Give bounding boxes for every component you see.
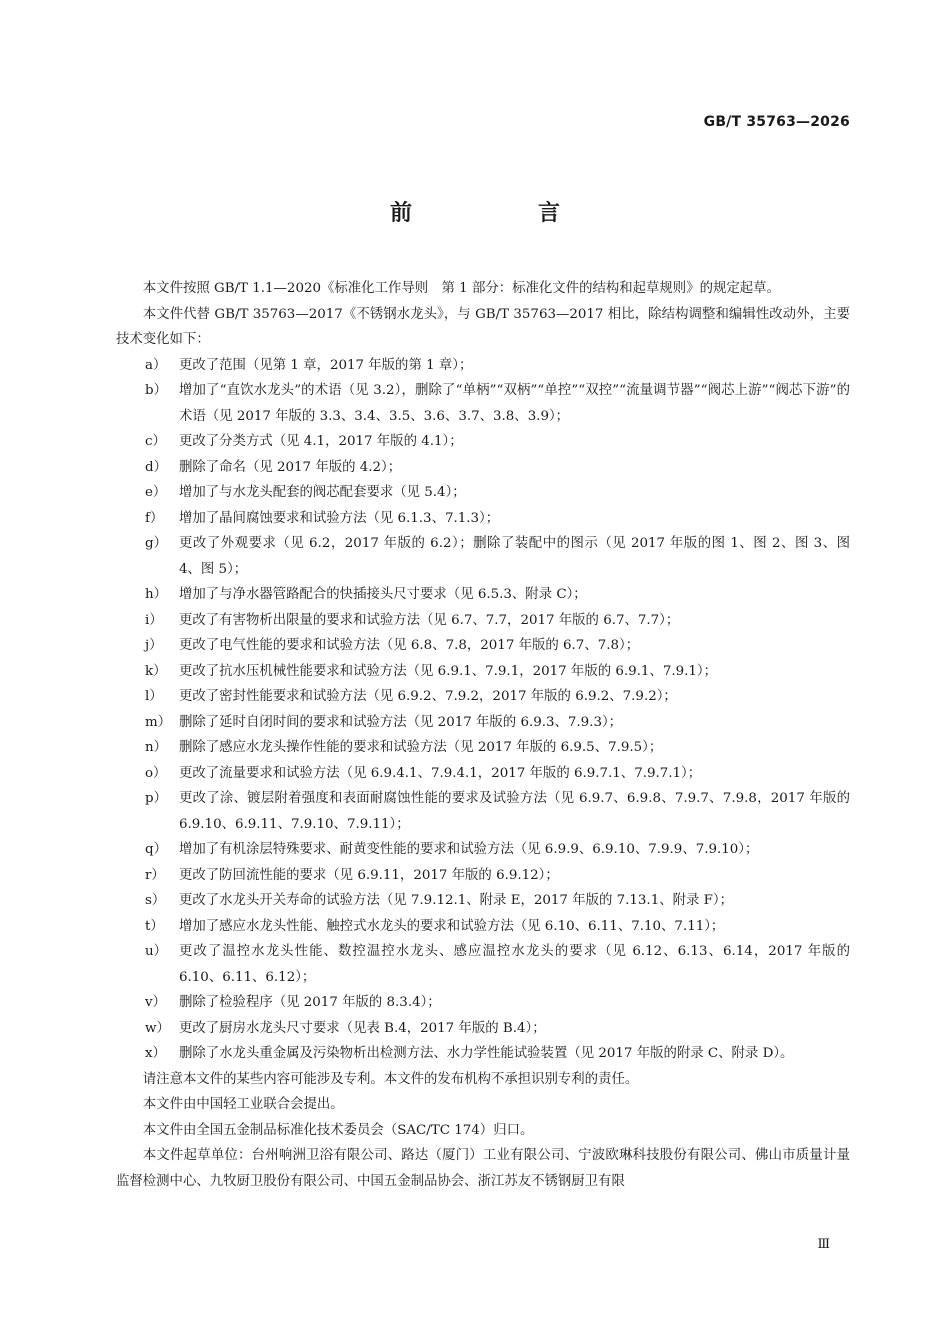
list-item-label: b） bbox=[145, 383, 167, 398]
list-item-label: l） bbox=[145, 689, 163, 704]
list-item-label: k） bbox=[145, 663, 167, 679]
drafting-units: 本文件起草单位：台州响洲卫浴有限公司、路达（厦门）工业有限公司、宁波欧琳科技股份有限公司、佛山市质量计量监督检测中心、九牧厨卫股份有限公司、中国五金制品协会、浙江苏友不锈钢厨卫有限 bbox=[116, 1148, 850, 1189]
list-item bbox=[116, 455, 850, 481]
list-item bbox=[116, 914, 850, 940]
list-item bbox=[116, 378, 850, 429]
standard-code: GB/T 35763—2026 bbox=[703, 114, 850, 130]
list-item-text: 增加了与水龙头配套的阀芯配套要求（见 5.4）； bbox=[179, 485, 466, 500]
list-item-label: c） bbox=[145, 434, 166, 449]
list-item-text: 更改了分类方式（见 4.1，2017 年版的 4.1）； bbox=[179, 434, 463, 449]
list-item-text: 更改了流量要求和试验方法（见 6.9.4.1、7.9.4.1，2017 年版的 6.9.7.1、7.9.7.1）； bbox=[179, 765, 702, 781]
patent-notice: 请注意本文件的某些内容可能涉及专利。本文件的发布机构不承担识别专利的责任。 bbox=[142, 1071, 639, 1087]
list-item-text: 更改了范围（见第 1 章，2017 年版的第 1 章）； bbox=[179, 357, 473, 373]
list-item-label: u） bbox=[145, 944, 168, 959]
list-item-text: 更改了电气性能的要求和试验方法（见 6.8、7.8，2017 年版的 6.7、7.8）； bbox=[179, 638, 640, 653]
list-item-text: 增加了与净水器管路配合的快插接头尺寸要求（见 6.5.3、附录 C）； bbox=[179, 587, 587, 602]
list-item-text: 删除了检验程序（见 2017 年版的 8.3.4）； bbox=[179, 995, 441, 1010]
list-item bbox=[116, 353, 850, 379]
list-item-text: 增加了有机涂层特殊要求、耐黄变性能的要求和试验方法（见 6.9.9、6.9.10、7.9.9、7.9.10）； bbox=[179, 842, 759, 857]
list-item-text: 更改了外观要求（见 6.2，2017 年版的 6.2）；删除了装配中的图示（见 2017 年版的图 1、图 2、图 3、图 4、图 5）； bbox=[179, 536, 850, 577]
list-item-text: 增加了感应水龙头性能、触控式水龙头的要求和试验方法（见 6.10、6.11、7.10、7.11）； bbox=[179, 918, 725, 934]
list-item-text: 删除了延时自闭时间的要求和试验方法（见 2017 年版的 6.9.3、7.9.3）； bbox=[179, 714, 623, 730]
list-item-label: h） bbox=[145, 587, 168, 602]
list-item-label: j） bbox=[145, 638, 163, 653]
page-number: Ⅲ bbox=[817, 1237, 830, 1252]
list-item bbox=[116, 710, 850, 736]
list-item-label: w） bbox=[145, 1020, 170, 1036]
list-item-text: 更改了温控水龙头性能、数控温控水龙头、感应温控水龙头的要求（见 6.12、6.13、6.14，2017 年版的 6.10、6.11、6.12）； bbox=[179, 944, 850, 985]
list-item-label: n） bbox=[145, 740, 168, 755]
list-item bbox=[116, 582, 850, 608]
list-item bbox=[116, 429, 850, 455]
list-item bbox=[116, 633, 850, 659]
list-item-label: g） bbox=[145, 536, 167, 551]
list-item bbox=[116, 659, 850, 685]
list-item-text: 删除了水龙头重金属及污染物析出检测方法、水力学性能试验装置（见 2017 年版的附录 C、附录 D）。 bbox=[179, 1046, 794, 1061]
list-item-text: 更改了有害物析出限量的要求和试验方法（见 6.7、7.7，2017 年版的 6.7、7.7）； bbox=[179, 612, 680, 628]
list-item-label: e） bbox=[145, 485, 167, 500]
intro-paragraph-drafting-rules: 本文件按照 GB/T 1.1—2020《标准化工作导则 第 1 部分：标准化文件的结构和起草规则》的规定起草。 bbox=[142, 281, 780, 296]
list-item-label: s） bbox=[145, 893, 166, 908]
list-item bbox=[116, 506, 850, 532]
list-item-label: d） bbox=[145, 459, 167, 475]
list-item bbox=[116, 531, 850, 582]
intro-paragraph-replacement: 本文件代替 GB/T 35763—2017《不锈钢水龙头》，与 GB/T 35763—2017 相比，除结构调整和编辑性改动外，主要技术变化如下： bbox=[116, 306, 850, 347]
list-item-label: i） bbox=[145, 612, 163, 628]
list-item bbox=[116, 990, 850, 1016]
document-body bbox=[116, 276, 850, 1194]
list-item-label: q） bbox=[145, 842, 167, 857]
list-item-label: p） bbox=[145, 791, 167, 806]
committee-statement: 本文件由全国五金制品标准化技术委员会（SAC/TC 174）归口。 bbox=[142, 1122, 534, 1138]
page-title: 前 言 bbox=[389, 201, 612, 226]
list-item bbox=[116, 837, 850, 863]
list-item-label: r） bbox=[145, 867, 165, 883]
list-item bbox=[116, 608, 850, 634]
list-item-label: t） bbox=[145, 918, 164, 934]
list-item bbox=[116, 888, 850, 914]
list-item-text: 更改了抗水压机械性能要求和试验方法（见 6.9.1、7.9.1，2017 年版的 6.9.1、7.9.1）； bbox=[179, 663, 717, 679]
list-item-text: 增加了晶间腐蚀要求和试验方法（见 6.1.3、7.1.3）； bbox=[179, 510, 500, 526]
list-item-label: o） bbox=[145, 765, 167, 781]
list-item bbox=[116, 761, 850, 787]
list-item-label: m） bbox=[145, 714, 172, 730]
list-item-text: 删除了感应水龙头操作性能的要求和试验方法（见 2017 年版的 6.9.5、7.9.5）； bbox=[179, 740, 663, 755]
list-item-text: 更改了水龙头开关寿命的试验方法（见 7.9.12.1、附录 E，2017 年版的 7.13.1、附录 F）； bbox=[179, 893, 734, 908]
list-item-text: 更改了涂、镀层附着强度和表面耐腐蚀性能的要求及试验方法（见 6.9.7、6.9.8、7.9.7、7.9.8，2017 年版的 6.9.10、6.9.11、7.9.10、7.9.11）； bbox=[179, 791, 850, 832]
technical-changes-list bbox=[116, 353, 850, 1067]
list-item bbox=[116, 1016, 850, 1042]
list-item bbox=[116, 786, 850, 837]
list-item-text: 增加了“直饮水龙头”的术语（见 3.2），删除了“单柄”“双柄”“单控”“双控”“流量调节器”“阀芯上游”“阀芯下游”的术语（见 2017 年版的 3.3、3.4、3.5、3.6、3.7、3.8、3.9）； bbox=[179, 383, 850, 424]
list-item-label: v） bbox=[145, 995, 166, 1010]
list-item bbox=[116, 684, 850, 710]
list-item bbox=[116, 735, 850, 761]
list-item bbox=[116, 939, 850, 990]
list-item-text: 更改了防回流性能的要求（见 6.9.11，2017 年版的 6.9.12）； bbox=[179, 867, 559, 883]
list-item bbox=[116, 863, 850, 889]
list-item-label: x） bbox=[145, 1046, 166, 1061]
list-item-label: a） bbox=[145, 357, 167, 373]
list-item-label: f） bbox=[145, 510, 164, 526]
proposer-statement: 本文件由中国轻工业联合会提出。 bbox=[142, 1097, 344, 1112]
list-item-text: 更改了密封性能要求和试验方法（见 6.9.2、7.9.2，2017 年版的 6.9.2、7.9.2）； bbox=[179, 689, 677, 704]
list-item-text: 删除了命名（见 2017 年版的 4.2）； bbox=[179, 459, 402, 475]
list-item-text: 更改了厨房水龙头尺寸要求（见表 B.4，2017 年版的 B.4）； bbox=[179, 1020, 546, 1036]
list-item bbox=[116, 480, 850, 506]
list-item bbox=[116, 1041, 850, 1067]
